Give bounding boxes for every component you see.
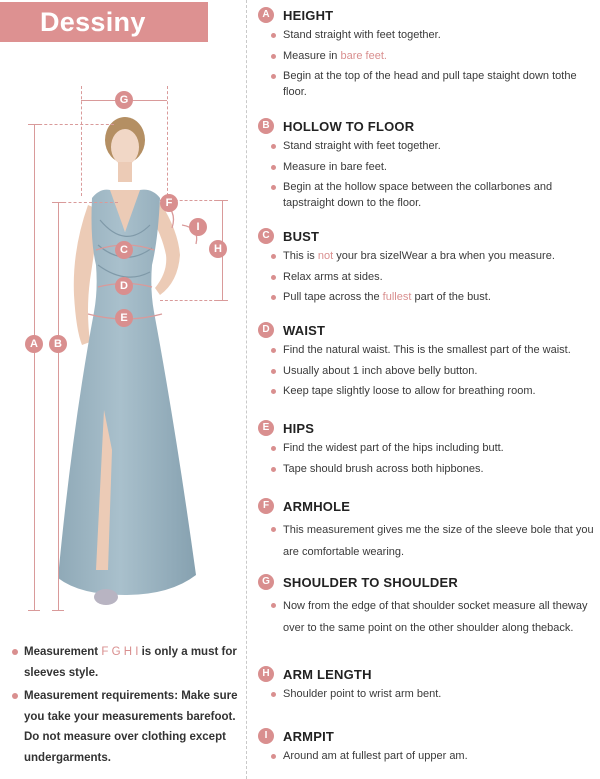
section-title: HIPS [283,420,315,436]
bullet-icon [271,254,276,259]
column-divider [246,0,247,779]
list-item: Now from the edge of that shoulder socket measure all theway over to the same point on the other shoulder along theback. [270,595,600,639]
section-hips [258,419,600,482]
badge-d-icon: D [258,322,274,338]
badge-e: E [115,309,133,327]
model-figure [0,50,246,620]
bullet-icon [271,33,276,38]
list-item: Measure in bare feet. [270,160,600,176]
list-item: Relax arms at sides. [270,270,600,286]
bullet-icon [271,369,276,374]
section-armhole [258,497,600,568]
list-item: Stand straight with feet together. [270,28,600,44]
badge-a: A [25,335,43,353]
list-item: Pull tape across the fullest part of the bust. [270,290,600,306]
section-title: BUST [283,228,320,244]
badge-b: B [49,335,67,353]
section-title: HEIGHT [283,7,334,23]
bullet-icon [271,692,276,697]
badge-g-icon: G [258,574,274,590]
badge-b-icon: B [258,118,274,134]
section-hollow-to-floor [258,117,600,216]
badge-i: I [189,218,207,236]
section-arm-length [258,665,600,708]
bullet-icon [271,185,276,190]
bullet-icon [271,446,276,451]
bullet-icon [271,467,276,472]
note-requirements: Measurement requirements: Make sure you take your measurements barefoot. Do not measure over clothing except undergarments. [10,686,242,768]
list-item: Begin at the hollow space between the collarbones and tapstraight down to the floor. [270,180,600,211]
list-item: Find the natural waist. This is the smallest part of the waist. [270,343,600,359]
bullet-icon [271,275,276,280]
badge-a-icon: A [258,7,274,23]
section-title: HOLLOW TO FLOOR [283,118,415,134]
bullet-icon [271,603,276,608]
section-armpit [258,727,600,770]
list-item: Keep tape slightly loose to allow for breathing room. [270,384,600,400]
brand-logo: Dessiny [0,2,208,42]
list-item: This is not your bra sizelWear a bra when you measure. [270,249,600,265]
section-waist [258,321,600,405]
list-item: Around am at fullest part of upper am. [270,749,600,765]
list-item: Measure in bare feet. [270,49,600,65]
list-item: Usually about 1 inch above belly button. [270,364,600,380]
bullet-icon [271,144,276,149]
badge-f-icon: F [258,498,274,514]
section-bust [258,227,600,311]
list-item: This measurement gives me the size of the sleeve bole that you are comfortable wearing. [270,519,600,563]
bullet-icon [271,348,276,353]
note-sleeves: Measurement F G H I is only a must for sleeves style. [10,642,242,683]
bullet-icon [271,527,276,532]
bullet-icon [271,165,276,170]
badge-i-icon: I [258,728,274,744]
bullet-icon [271,389,276,394]
section-title: ARMPIT [283,728,335,744]
measurement-notes [10,642,242,771]
section-height [258,6,600,105]
badge-e-icon: E [258,420,274,436]
list-item: Stand straight with feet together. [270,139,600,155]
badge-c-icon: C [258,228,274,244]
section-shoulder-to-shoulder [258,573,600,644]
list-item: Begin at the top of the head and pull tape staight down tothe floor. [270,69,600,100]
badge-g: G [115,91,133,109]
section-title: SHOULDER TO SHOULDER [283,574,458,590]
bullet-icon [271,54,276,59]
list-item: Tape should brush across both hipbones. [270,462,600,478]
bullet-icon [271,295,276,300]
badge-h-icon: H [258,666,274,682]
badge-c: C [115,241,133,259]
bullet-icon [271,754,276,759]
section-title: ARMHOLE [283,498,351,514]
bullet-icon [271,74,276,79]
section-title: WAIST [283,322,326,338]
section-title: ARM LENGTH [283,666,372,682]
bullet-icon [12,649,18,655]
badge-f: F [160,194,178,212]
badge-d: D [115,277,133,295]
list-item: Shoulder point to wrist arm bent. [270,687,600,703]
bullet-icon [12,693,18,699]
badge-h: H [209,240,227,258]
list-item: Find the widest part of the hips including butt. [270,441,600,457]
